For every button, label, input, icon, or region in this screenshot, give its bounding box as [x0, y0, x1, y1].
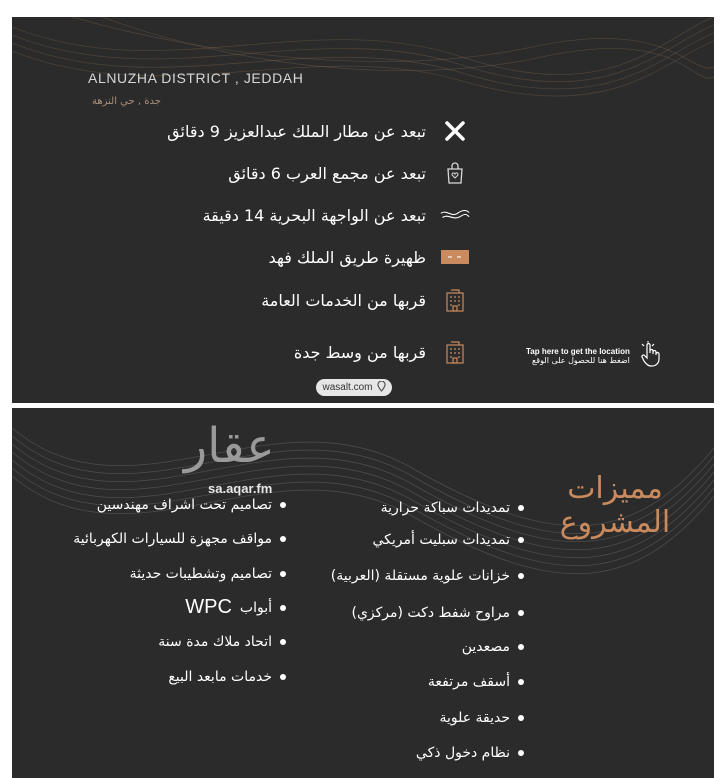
- feature-item: [158, 634, 286, 650]
- wasalt-badge: [316, 379, 392, 396]
- bullet-icon: [280, 502, 286, 508]
- bullet-icon: [518, 644, 524, 650]
- bullet-icon: [280, 674, 286, 680]
- feature-text: مصعدين: [461, 639, 510, 655]
- decorative-waves: [12, 408, 714, 778]
- tap-location-label-ar: اضغط هنا للحصول على الوقع: [532, 356, 630, 365]
- waves-icon: [440, 200, 470, 230]
- feature-text: مراوح شفط دكت (مركزي): [351, 605, 510, 621]
- location-item-airport: [167, 116, 470, 146]
- feature-item: [73, 531, 286, 547]
- bullet-icon: [280, 571, 286, 577]
- shopping-bag-icon: [440, 158, 470, 188]
- location-text: تبعد عن مجمع العرب 6 دقائق: [228, 163, 426, 183]
- bullet-icon: [518, 750, 524, 756]
- bullet-icon: [518, 573, 524, 579]
- features-title: [550, 472, 680, 540]
- bullet-icon: [518, 679, 524, 685]
- feature-wpc: WPC: [185, 596, 232, 618]
- location-item-mall: [228, 158, 470, 188]
- hand-pointer-icon: [638, 340, 662, 372]
- location-text: قربها من وسط جدة: [293, 342, 426, 362]
- bullet-icon: [280, 536, 286, 542]
- location-item-waterfront: [203, 200, 470, 230]
- bullet-icon: [518, 610, 524, 616]
- road-icon: [440, 242, 470, 272]
- location-item-road: [268, 242, 470, 272]
- wasalt-label: wasalt.com: [322, 382, 373, 393]
- feature-text: حديقة علوية: [439, 710, 510, 726]
- features-title-line1: مميزات: [567, 471, 663, 506]
- feature-item: [462, 639, 524, 655]
- location-text: ظهيرة طريق الملك فهد: [268, 247, 426, 267]
- feature-text: خزانات علوية مستقلة (العربية): [330, 568, 510, 584]
- feature-item: [416, 745, 524, 761]
- feature-text: نظام دخول ذكي: [415, 745, 510, 761]
- building-icon: [440, 285, 470, 315]
- feature-text: أبواب: [239, 599, 272, 616]
- bullet-icon: [518, 505, 524, 511]
- feature-text: أسقف مرتفعة: [427, 674, 510, 690]
- feature-text: تصاميم تحت اشراف مهندسين: [96, 497, 272, 513]
- aqar-watermark: عقار: [184, 418, 275, 474]
- feature-text: اتحاد ملاك مدة سنة: [158, 634, 272, 650]
- feature-text: مواقف مجهزة للسيارات الكهربائية: [73, 531, 272, 547]
- bullet-icon: [280, 639, 286, 645]
- bullet-icon: [518, 715, 524, 721]
- feature-text: تمديدات سباكة حرارية: [380, 500, 510, 516]
- tap-location-label-en: Tap here to get the location: [526, 347, 630, 356]
- feature-item: [97, 497, 286, 513]
- district-title-en: ALNUZHA DISTRICT , JEDDAH: [88, 70, 304, 86]
- district-title-ar: جدة , حي النزهة: [92, 96, 161, 107]
- location-panel: [12, 17, 714, 403]
- bullet-icon: [518, 537, 524, 543]
- feature-item: [331, 568, 524, 584]
- aqar-watermark-url: sa.aqar.fm: [208, 481, 273, 496]
- building-icon: [440, 337, 470, 367]
- get-location-button[interactable]: [526, 340, 662, 372]
- location-item-services: [261, 285, 470, 315]
- bullet-icon: [280, 605, 286, 611]
- wasalt-logo-icon: [377, 381, 386, 395]
- feature-text: خدمات مابعد البيع: [168, 669, 272, 685]
- airplane-icon: [440, 116, 470, 146]
- location-text: تبعد عن مطار الملك عبدالعزيز 9 دقائق: [167, 121, 426, 141]
- feature-item: [372, 532, 524, 548]
- location-text: تبعد عن الواجهة البحرية 14 دقيقة: [202, 205, 426, 225]
- location-text: قربها من الخدمات العامة: [261, 290, 426, 310]
- location-item-downtown: [294, 337, 470, 367]
- feature-item: [428, 674, 524, 690]
- feature-item: [381, 500, 524, 516]
- features-panel: [12, 408, 714, 778]
- features-title-line2: المشروع: [559, 505, 671, 540]
- feature-item: [168, 669, 286, 685]
- feature-item: [351, 605, 524, 621]
- feature-item: [130, 566, 286, 582]
- feature-text: تمديدات سبليت أمريكي: [372, 532, 510, 548]
- feature-item: [439, 710, 524, 726]
- feature-text: تصاميم وتشطيبات حديثة: [129, 566, 272, 582]
- feature-item: [185, 596, 286, 619]
